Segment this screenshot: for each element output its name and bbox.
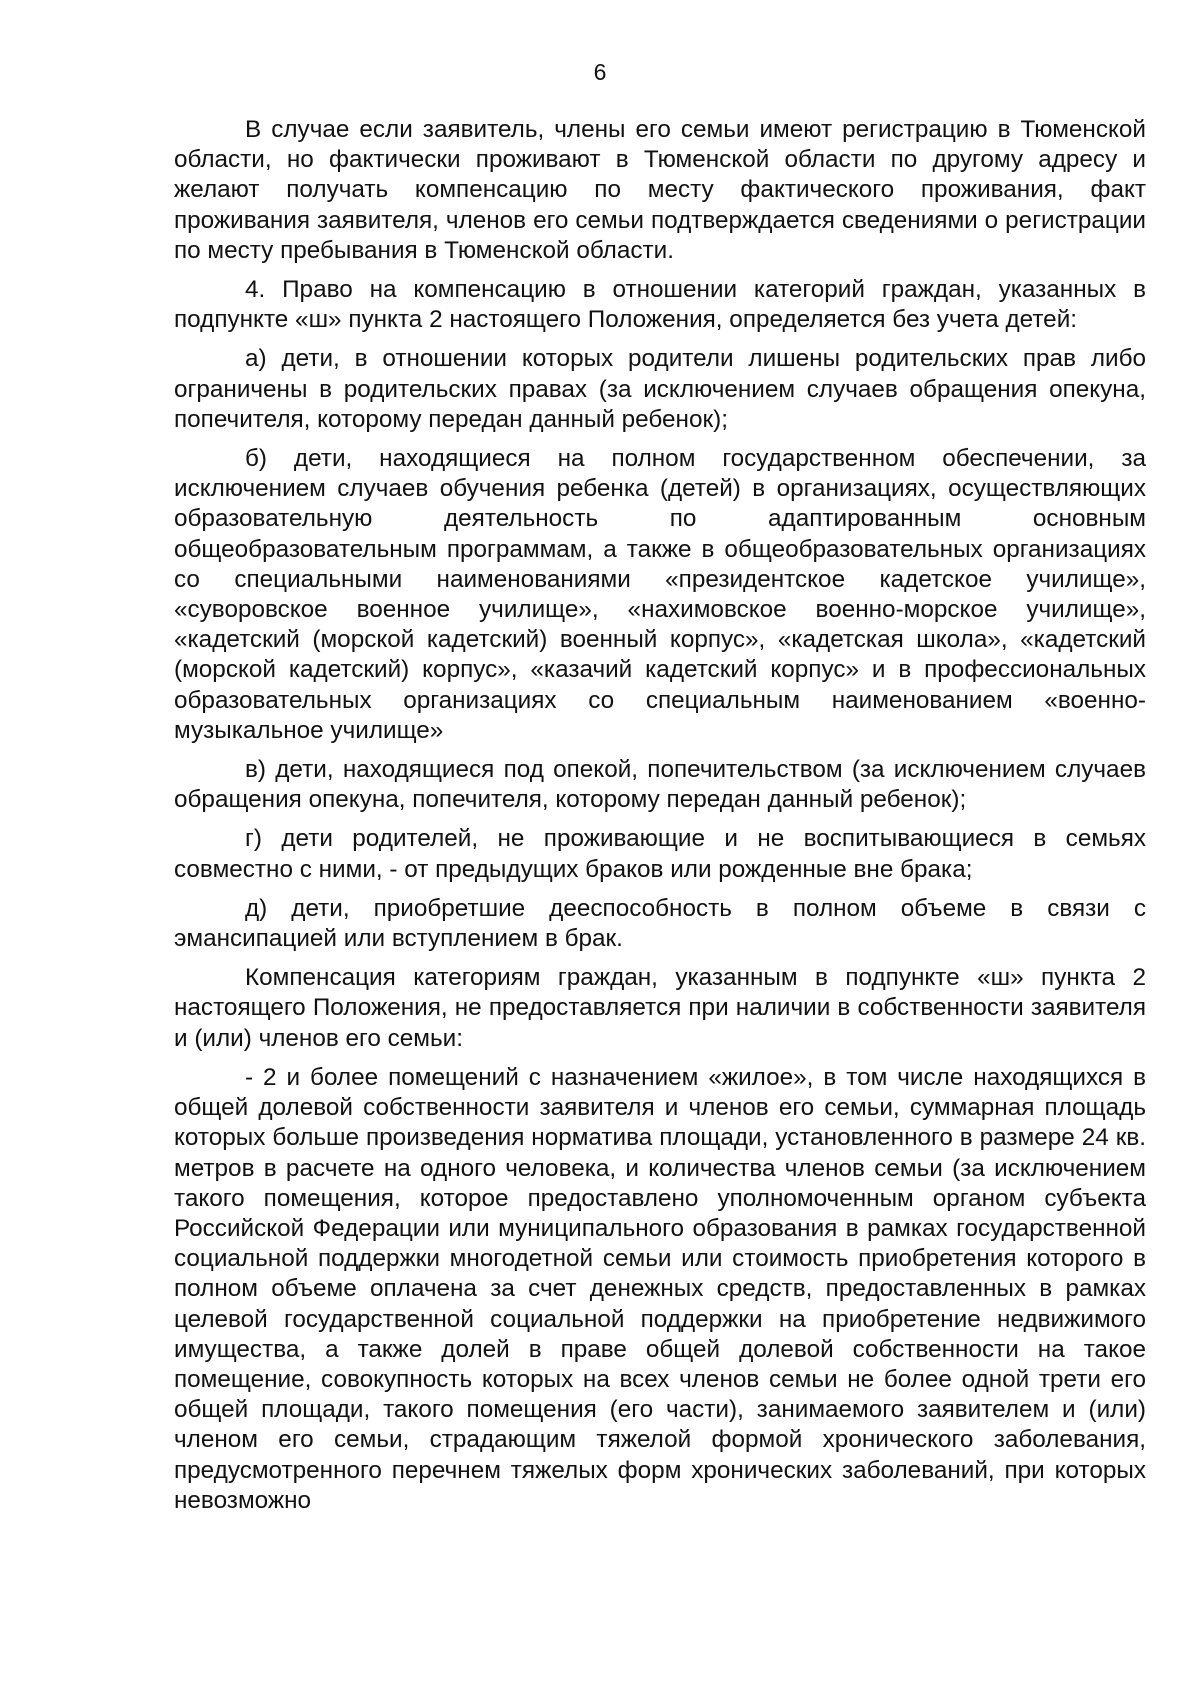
paragraph-item-v: в) дети, находящиеся под опекой, попечительством (за исключением случаев обращения опекуна, попечителя, которому передан данный ребенок); [174,756,1146,814]
paragraph-compensation-not-provided: Компенсация категориям граждан, указанным в подпункте «ш» пункта 2 настоящего Положения, не предоставляется при наличии в собственности заявителя и (или) членов его семьи: [174,964,1146,1052]
paragraph-dash-item-premises: - 2 и более помещений с назначением «жилое», в том числе находящихся в общей долевой собственности заявителя и членов его семьи, суммарная площадь которых больше произведения норматива площади, установленного в размере 24 кв. метров в расчете на одного человека, и количества членов семьи (за исключением такого помещения, которое предоставлено уполномоченным органом субъекта Российской Федерации или муниципального образования в рамках государственной социальной поддержки многодетной семьи или стоимость приобретения которого в полном объеме оплачена за счет денежных средств, предоставленных в рамках целевой государственной социальной поддержки на приобретение недвижимого имущества, а также долей в праве общей долевой собственности на такое помещение, совокупность которых на всех членов семьи не более одной трети его общей площади, такого помещения (его части), занимаемого заявителем и (или) членом его семьи, страдающим тяжелой формой хронического заболевания, предусмотренного перечнем тяжелых форм хронических заболеваний, при которых невозможно [174,1063,1146,1514]
document-body [174,115,1146,1516]
paragraph-item-d: д) дети, приобретшие дееспособность в полном объеме в связи с эмансипацией или вступлением в брак. [174,894,1146,953]
paragraph-residence-registration: В случае если заявитель, члены его семьи имеют регистрацию в Тюменской области, но фактически проживают в Тюменской области по другому адресу и желают получать компенсацию по месту фактического проживания, факт проживания заявителя, членов его семьи подтверждается сведениями о регистрации по месту пребывания в Тюменской области. [174,116,1146,264]
paragraph-item-b: б) дети, находящиеся на полном государственном обеспечении, за исключением случаев обучения ребенка (детей) в организациях, осуществляющих образовательную деятельность по адаптированным основным общеобразовательным программам, а также в общеобразовательных организациях со специальными наименованиями «президентское кадетское училище», «суворовское военное училище», «нахимовское военно-морское училище», «кадетский (морской кадетский) военный корпус», «кадетская школа», «кадетский (морской кадетский) корпус», «казачий кадетский корпус» и в профессиональных образовательных организациях со специальным наименованием «военно-музыкальное училище» [174,445,1146,744]
paragraph-4-compensation-right: 4. Право на компенсацию в отношении категорий граждан, указанных в подпункте «ш» пункта 2 настоящего Положения, определяется без учета детей: [174,276,1146,334]
page-number: 6 [593,59,607,85]
paragraph-item-a: а) дети, в отношении которых родители лишены родительских прав либо ограничены в родительских правах (за исключением случаев обращения опекуна, попечителя, которому передан данный ребенок); [174,345,1146,433]
paragraph-item-g: г) дети родителей, не проживающие и не воспитывающиеся в семьях совместно с ними, - от предыдущих браков или рожденные вне брака; [174,825,1146,883]
